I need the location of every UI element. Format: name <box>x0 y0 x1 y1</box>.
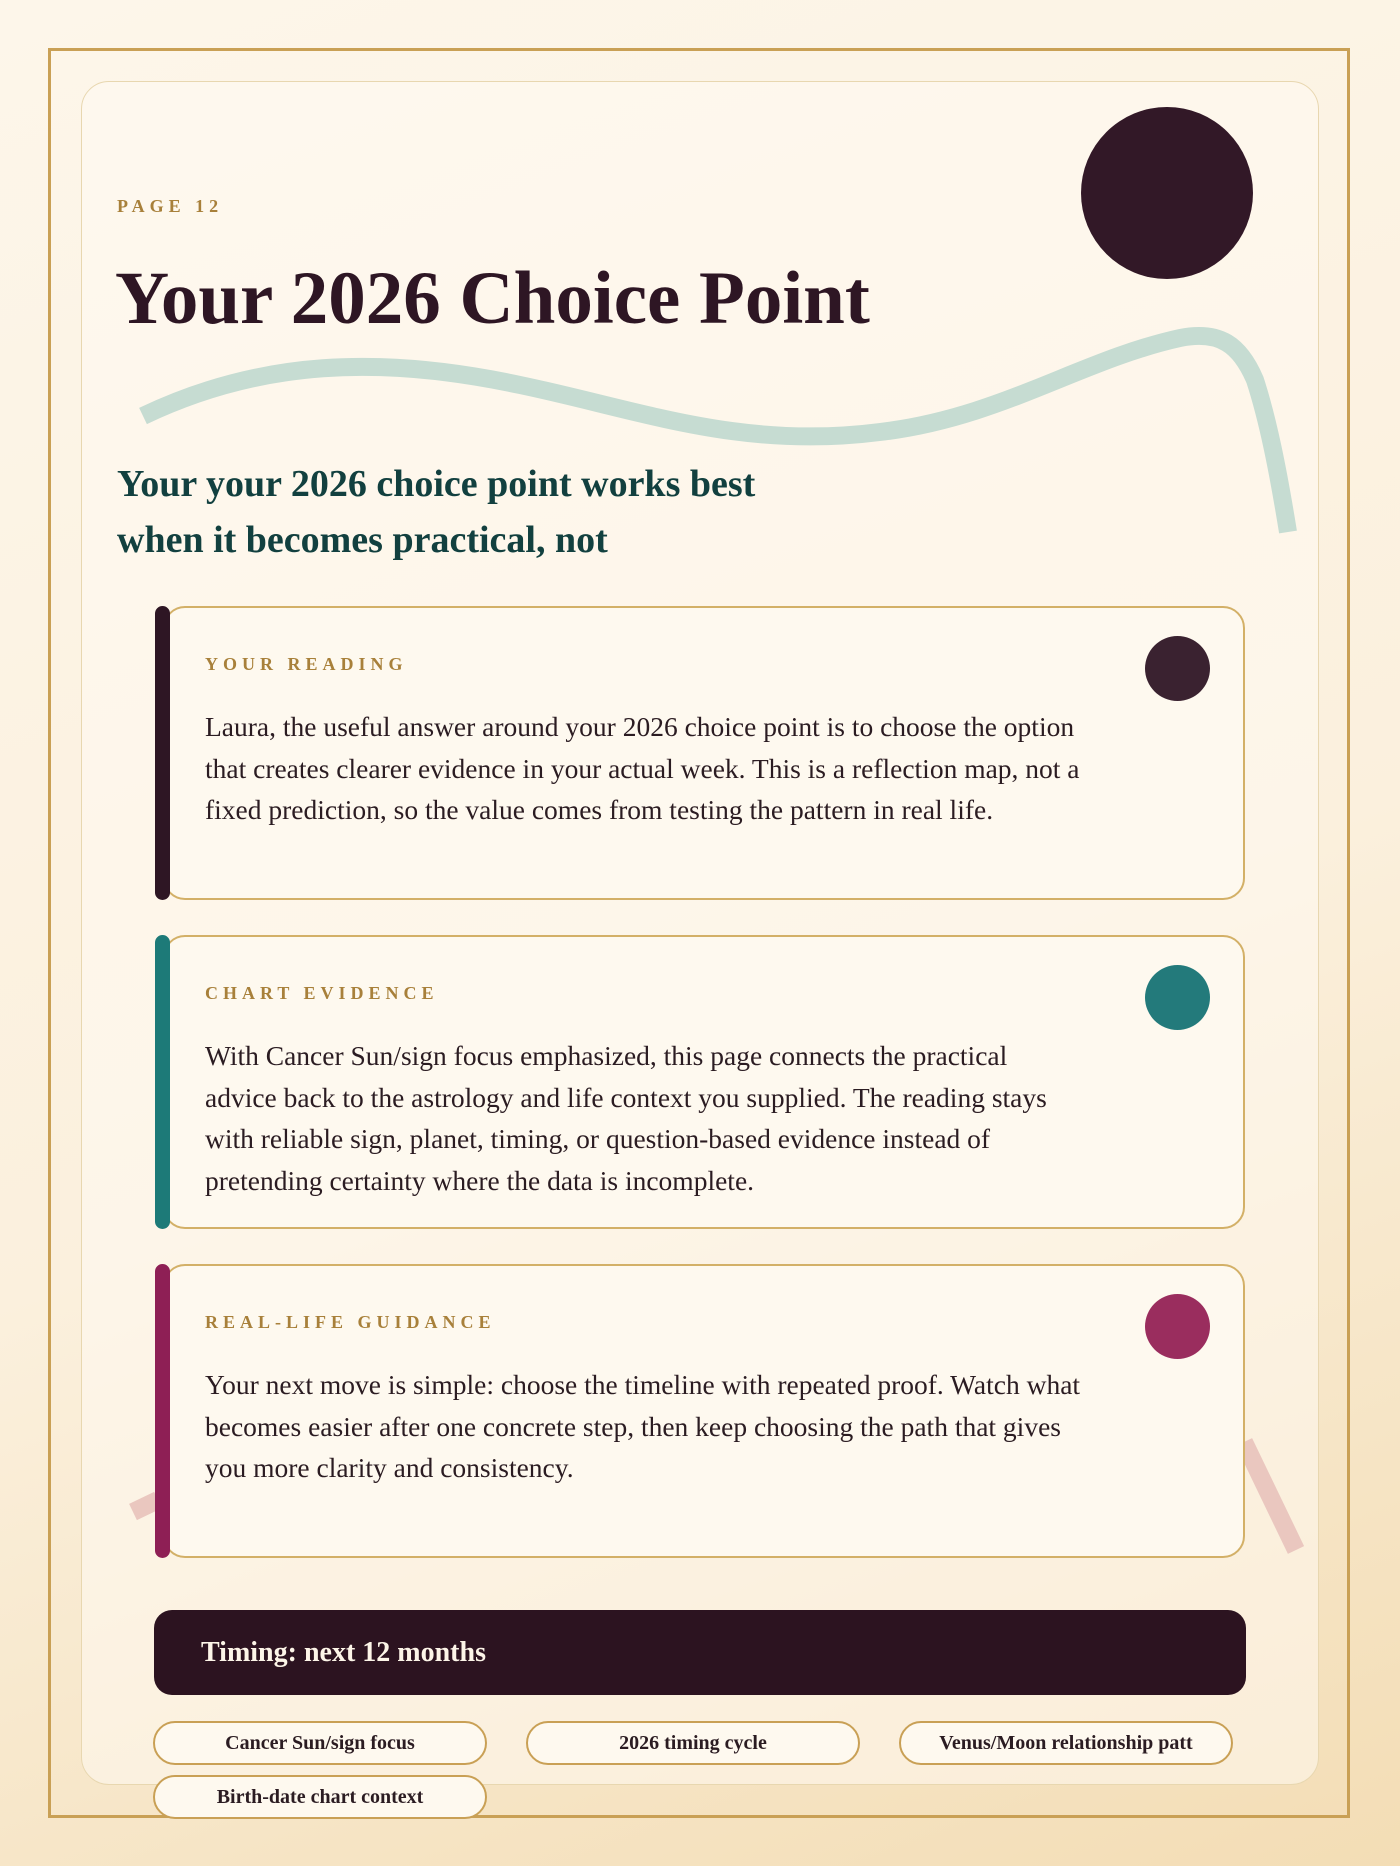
section-label: YOUR READING <box>205 654 408 674</box>
section-real-life-guidance <box>155 1264 1245 1558</box>
tag-cancer-sun-sign-focus: Cancer Sun/sign focus <box>153 1721 487 1765</box>
page-title: Your 2026 Choice Point <box>115 257 870 340</box>
section-dot-icon <box>1145 1294 1210 1359</box>
section-accent-bar <box>155 935 170 1229</box>
section-chart-evidence <box>155 935 1245 1229</box>
timing-label: Timing: next 12 months <box>201 1637 486 1668</box>
tag-2026-timing-cycle: 2026 timing cycle <box>526 1721 860 1765</box>
section-your-reading <box>155 606 1245 900</box>
page-number-label: PAGE 12 <box>117 196 224 216</box>
section-body: Laura, the useful answer around your 2026 choice point is to choose the option that creates clearer evidence in your actual week. This is a reflection map, not a fixed prediction, so the value comes from testing the pattern in real life. <box>205 711 1080 825</box>
section-accent-bar <box>155 1264 170 1558</box>
intro-subtitle: Your your 2026 choice point works best when it becomes practical, not <box>117 463 756 561</box>
section-body: Your next move is simple: choose the timeline with repeated proof. Watch what becomes easier after one concrete step, then keep choosing the path that gives you more clarity and consistency. <box>205 1369 1081 1483</box>
section-label: REAL-LIFE GUIDANCE <box>205 1312 496 1332</box>
tag-birth-date-chart-context: Birth-date chart context <box>153 1775 487 1819</box>
section-label: CHART EVIDENCE <box>205 983 439 1003</box>
timing-banner <box>154 1610 1246 1695</box>
section-accent-bar <box>155 606 170 900</box>
tag-venus-moon-relationship: Venus/Moon relationship patt <box>899 1721 1233 1765</box>
section-body: With Cancer Sun/sign focus emphasized, this page connects the practical advice back to the astrology and life context you supplied. The reading stays with reliable sign, planet, timing, or question-based evidence instead of pretending certainty where the data is incomplete. <box>205 1040 1047 1196</box>
section-dot-icon <box>1145 965 1210 1030</box>
section-dot-icon <box>1145 636 1210 701</box>
